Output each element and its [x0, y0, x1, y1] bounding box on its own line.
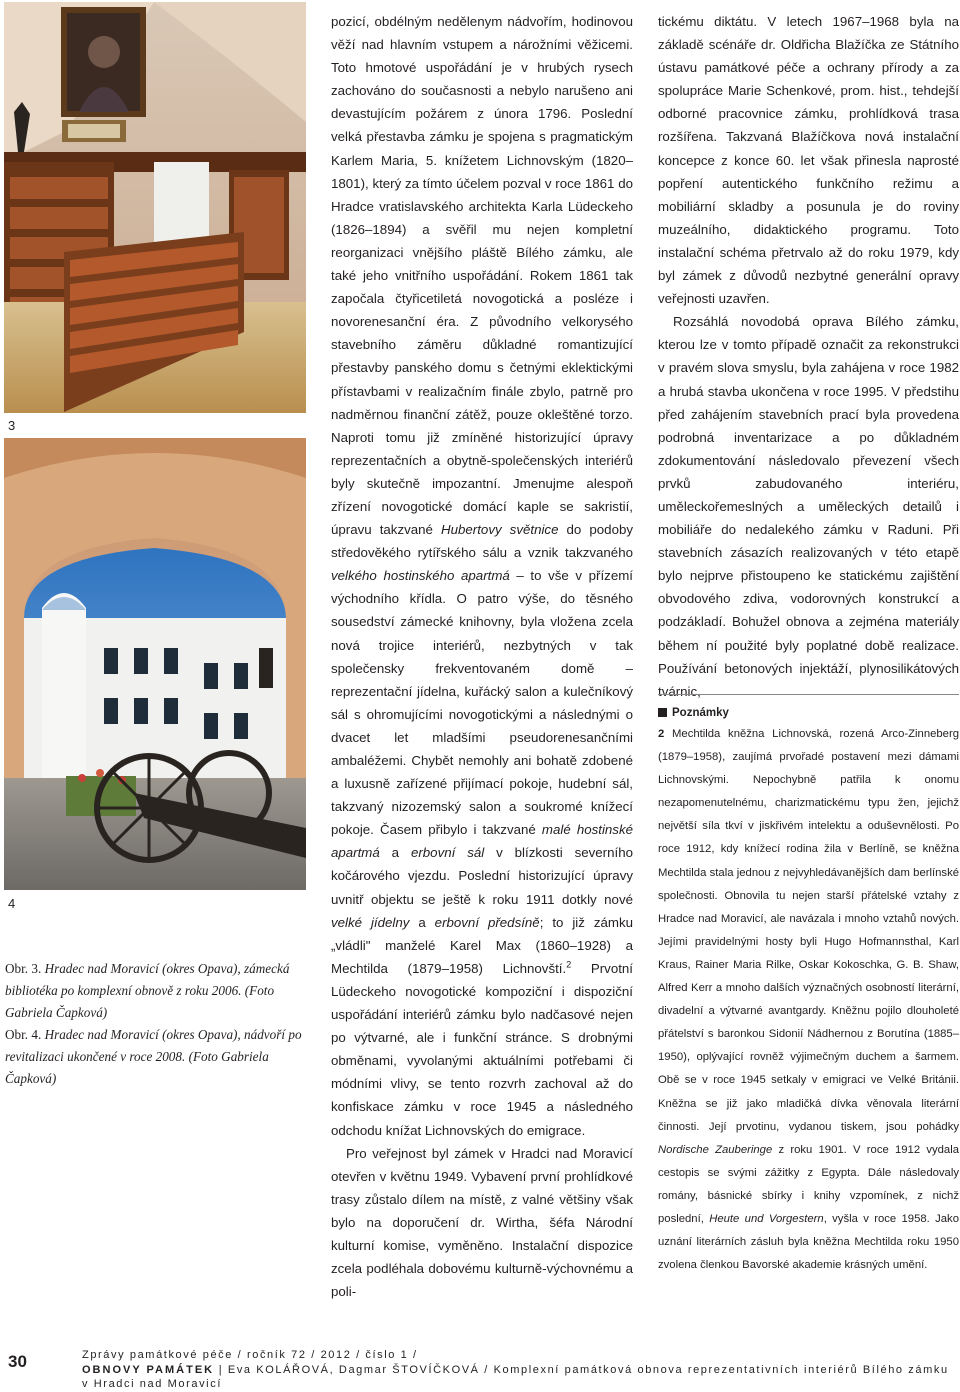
running-footer — [82, 1348, 952, 1392]
text-run: , vyšla v roce 1958. Jako uznání literárních zásluh byla kněžna Mechtilda roku 1950 zvolena členkou Bavorské akademie krásných umění. — [658, 1212, 959, 1272]
italic-term: Hubertovy světnice — [441, 522, 559, 538]
authors-title: | Eva KOLÁŘOVÁ, Dagmar ŠTOVÍČKOVÁ / Komplexní památková obnova reprezentativních interiérů Bílého zámku v Hradci nad Moravicí — [82, 1363, 949, 1390]
text-run: Prvotní Lüdeckeho novogotické kompoziční i dispoziční uspořádání interiérů zámku bylo nadčasové nejen po výtvarné, ale i funkční stránce. S drobnými obměnami, vyvolanými aktuálními potřebami či módními vlivy, se tento rozvrh zachoval až do konfiskace zámku v roce 1945 a následného odchodu knížat Lichnovských do emigrace. — [331, 960, 633, 1138]
figure-captions — [5, 958, 307, 1090]
text-run: Mechtilda kněžna Lichnovská, rozená Arco-Zinneberg (1879–1958), zaujímá prvořadé postavení mezi dámami Lichnovskými. Nepochybně patřila k onomu nezapomenutelnému, charizmatickému typu žen, jejichž největší síla tkví v jiskřivém intelektu a oduševnělosti. Po roce 1912, kdy knížecí rodina žila v Berlíně, se kněžna Mechtilda stala jednou z nejvyhledávanějších dam berlínské společnosti. Obnovila tu nejen starší přátelské vztahy z Hradce nad Moravicí, ale navázala i mnoho vztahů nových. Jejími pravidelnými hosty byli Hugo Hofmannsthal, Karl Kraus, Rainer Maria Rilke, Oskar Kokoschka, G. B. Shaw, Alfred Kerr a mnoho dalších význačných osobností literární, divadelní a výtvarné avantgardy. Kněžnu pojilo dlouholeté přátelství s baronkou Sidonií Nádhernou z Borutína (1885–1950), oplývající rovněž výjimečným duchem a šarmem. Obě se v roce 1945 setkaly v emigraci ve Velké Británii. Kněžna se již jako mladičká dívka věnovala literární činnosti. Její prvotinu, vydanou tiskem, jsou pohádky — [658, 728, 959, 1133]
journal-line: Zprávy památkové péče / ročník 72 / 2012 / číslo 1 / — [82, 1349, 418, 1361]
footnote-number: 2 — [658, 728, 665, 740]
italic-term: erbovní předsíně — [434, 914, 540, 930]
footnotes — [658, 694, 959, 1277]
figure-number-4: 4 — [8, 896, 16, 911]
square-bullet-icon — [658, 708, 667, 717]
text-run: a — [379, 845, 411, 861]
caption-4 — [5, 1024, 307, 1090]
footnote-ref: 2 — [566, 959, 572, 970]
italic-title: Heute und Vorgestern — [709, 1212, 824, 1225]
paragraph: Rozsáhlá novodobá oprava Bílého zámku, kterou lze v tomto případě označit za rekonstrukci v pravém slova smyslu, byla zahájena v roce 1982 a hrubá stavba ukončena v roce 1995. V předstihu před zahájením stavebních prací byla provedena podrobná inventarizace a po důkladném zdokumentování následovalo převezení všech prvků zabudovaného interiéru, uměleckořemeslných a uměleckých detailů i mobiliáře do nedalekého zámku v Raduni. Při stavebních zásazích realizovaných v této etapě bylo nejprve přistoupeno ke statickému zajištění obvodového zdiva, vodorovných konstrukcí a podzákladí. Bohužel obnova a zejména materiály během ní použité byly poplatné době realizace. Používání betonových injektáží, plynosilikátových tvárnic, — [658, 314, 959, 699]
caption-4-text: Hradec nad Moravicí (okres Opava), nádvoří po revitalizaci ukončené v roce 2008. (Foto Gabriela Čapková) — [5, 1027, 302, 1086]
paragraph: Pro veřejnost byl zámek v Hradci nad Moravicí otevřen v květnu 1949. Vybavení první prohlídkové trasy zůstalo dílem na místě, z valné většiny však bylo na doporučení dr. Wirtha, šéfa Národní kulturní komise, vyměněno. Instalační dispozice zcela podléhala dobovému kulturně-výchovnému a poli- — [331, 1145, 633, 1300]
figure-number-3: 3 — [8, 418, 16, 433]
paragraph: tickému diktátu. V letech 1967–1968 byla na základě scénáře dr. Oldřicha Blažíčka ze Státního ústavu památkové péče a ochrany přírody a za spolupráce Marie Schenkové, prom. hist., tehdejší odborné pracovnice zámku, prohlídková trasa rozšířena. Takzvaná Blažíčkova nová instalační koncepce z konce 60. let však přinesla naprosté popření autentického funkčního režimu a mobiliární skladby a posunula je do roviny muzeálního, didaktického programu. Toto instalační schéma přetrvalo až do roku 1979, kdy byl zámek z důvodů nezbytné generální opravy veřejnosti uzavřen. — [658, 14, 959, 307]
italic-title: Nordische Zauberinge — [658, 1143, 773, 1156]
article-line — [82, 1363, 952, 1392]
page-footer — [0, 1340, 960, 1389]
italic-term: erbovní sál — [410, 845, 485, 861]
caption-3 — [5, 958, 307, 1024]
page-number: 30 — [8, 1352, 27, 1371]
text-run: – to vše v přízemí východního křídla. O patro výše, do těsného sousedství zámecké knihovny, byla vložena zcela nová trojice interiérů, nezbytných v tak společensky frekventovaném domě – reprezentační jídelna, kuřácký salon a kulečníkový sál s ohromujícími novogotickými a následnými o dvacet let mladšími pseudorenesančními ambaléžemi. Chybět nemohly ani bohatě zdobené a luxusně zařízené přijímací pokoje, hudební sál, takzvaný nizozemský salon a soukromé knížecí pokoje. Časem přibylo i takzvané — [331, 568, 633, 838]
italic-term: velké jídelny — [331, 914, 410, 930]
text-column-right — [658, 10, 959, 703]
caption-4-label: Obr. 4. — [5, 1027, 42, 1042]
text-run: v blízkosti severního kočárového vjezdu. Poslední historizující úpravy uvnitř objektu se ještě k roku 1911 dotkly nové — [331, 845, 633, 907]
text-run: z roku 1901. V roce 1912 vydala cestopis se svými zážitky z Egypta. Dále následovaly romány, básnické sbírky i knihy vzpomínek, z nichž poslední, — [658, 1143, 959, 1225]
text-run: ; to již zámku „vládli" manželé Karel Max (1860–1928) a Mechtilda (1879–1958) Lichnovští. — [331, 914, 633, 976]
text-run: pozicí, obdélným nedělenym nádvořím, hodinovou věží nad hlavním vstupem a nárožními věžicemi. Toto hmotové uspořádání je v hrubých rysech zachováno do současnosti a nebylo narušeno ani devastujícím požárem z února 1796. Poslední velká přestavba zámku je spojena s pragmatickým Karlem Maria, 5. knížetem Lichnovským (1820–1801), který za tímto účelem pozval v roce 1861 do Hradce vratislavského architekta Karla Lüdeckeho (1826–1894) a svěřil mu nejen kompletní reorganizaci vnějšího pláště Bílého zámku, ale také jeho vnitřního uspořádání. Rokem 1861 tak započala čtyřicetiletá novogotická a posléze i novorenesanční éra. Z původního velkorysého stavebního záměru důkladné romantizující přestavby panského domu s četnými eklektickými přístavbami v realizačním finále zbylo, patrně pro nadměrnou finanční zátěž, pouze okleštěné torzo. Naproti tomu již zmíněné historizující úpravy reprezentačních a obytně-společenských interiérů byly skutečně impozantní. Jmenujme alespoň zřízení novogotické domácí kaple se sakristií, úpravu takzvané — [331, 14, 633, 538]
caption-3-label: Obr. 3. — [5, 961, 42, 976]
notes-heading — [658, 703, 959, 723]
courtyard-illustration — [4, 438, 306, 890]
section-name: OBNOVY PAMÁTEK — [82, 1363, 215, 1376]
notes-heading-text: Poznámky — [672, 707, 729, 719]
text-run: a — [409, 914, 435, 930]
italic-term: velkého hostinského apartmá — [331, 568, 510, 584]
footnote-2 — [658, 723, 959, 1277]
paragraph — [331, 10, 633, 1142]
text-run: do podoby středověkého rytířského sálu a vznik takzvaného — [331, 522, 634, 561]
italic-term: malé hostinské apartmá — [331, 822, 633, 861]
text-column-middle — [331, 10, 633, 1303]
library-illustration — [4, 2, 306, 413]
caption-3-text: Hradec nad Moravicí (okres Opava), zámecká bibliotéka po komplexní obnově z roku 2006. (Foto Gabriela Čapková) — [5, 961, 290, 1020]
photo-library — [4, 2, 306, 413]
photo-courtyard — [4, 438, 306, 890]
